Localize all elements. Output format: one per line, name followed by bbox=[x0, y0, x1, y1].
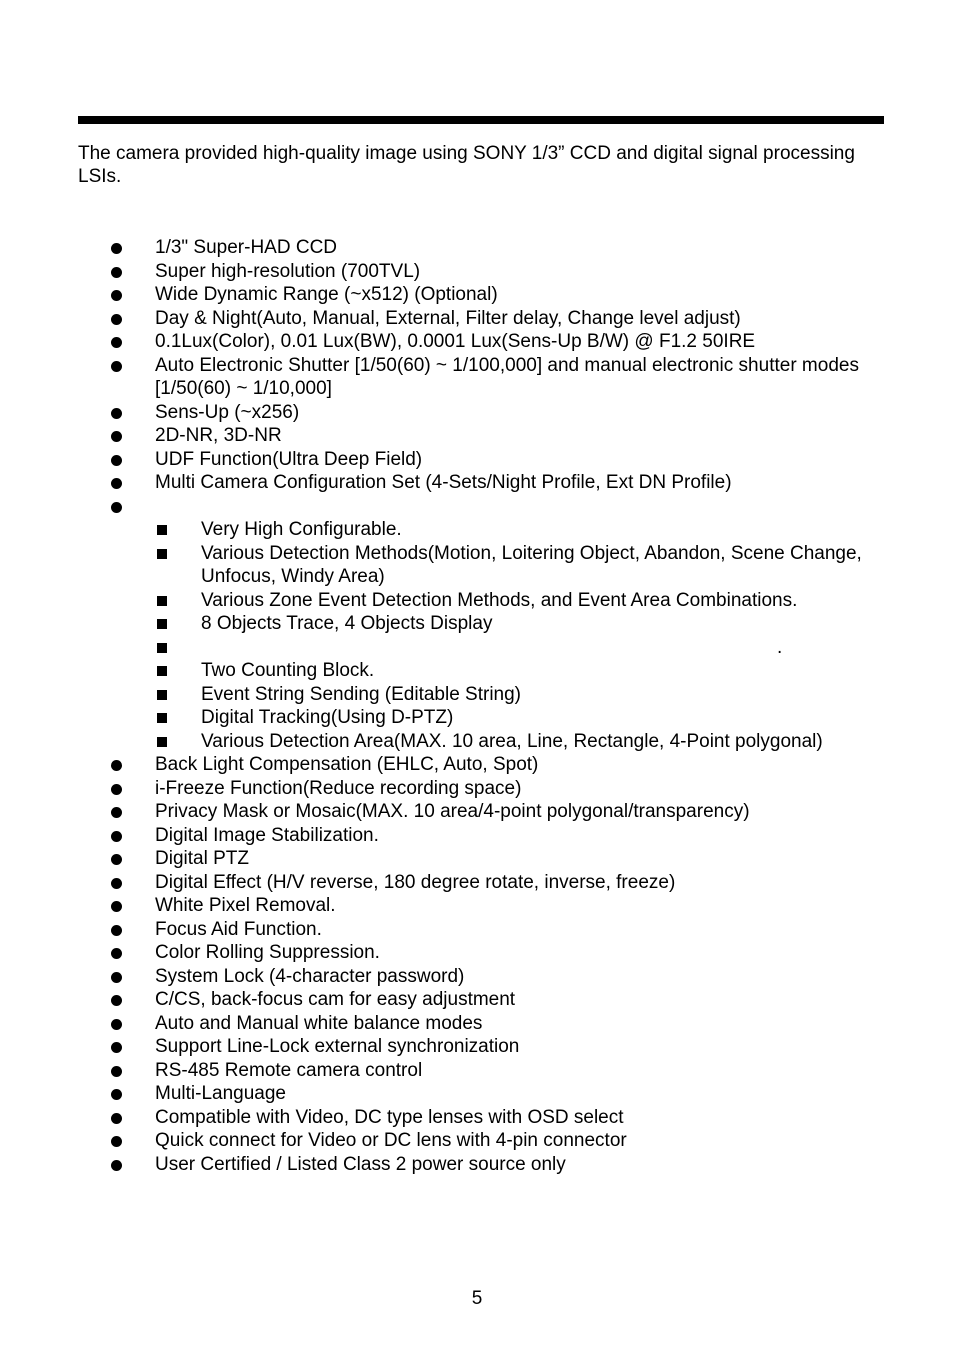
sub-feature-text: Two Counting Block. bbox=[201, 660, 375, 681]
feature-item bbox=[0, 753, 954, 777]
feature-item bbox=[0, 847, 954, 871]
square-bullet-icon bbox=[157, 737, 167, 747]
bullet-icon bbox=[111, 502, 122, 513]
square-bullet-icon bbox=[157, 596, 167, 606]
sub-feature-item bbox=[0, 636, 954, 660]
bullet-icon bbox=[111, 1113, 122, 1124]
header-rule bbox=[78, 116, 884, 124]
bullet-icon bbox=[111, 408, 122, 419]
feature-item bbox=[0, 894, 954, 918]
feature-text: Compatible with Video, DC type lenses with OSD select bbox=[155, 1106, 624, 1128]
sub-feature-text: Digital Tracking(Using D-PTZ) bbox=[201, 707, 454, 728]
feature-item bbox=[0, 1153, 954, 1177]
feature-item bbox=[0, 1129, 954, 1153]
sub-feature-text: Event String Sending (Editable String) bbox=[201, 683, 522, 705]
feature-text: Quick connect for Video or DC lens with 4-pin connector bbox=[155, 1130, 627, 1151]
bullet-icon bbox=[111, 784, 122, 795]
feature-text: 0.1Lux(Color), 0.01 Lux(BW), 0.0001 Lux(Sens-Up B/W) @ F1.2 50IRE bbox=[155, 331, 756, 352]
feature-item bbox=[0, 777, 954, 801]
bullet-icon bbox=[111, 854, 122, 865]
sub-feature-text: Very High Configurable. bbox=[201, 519, 402, 540]
sub-feature-item bbox=[0, 589, 954, 613]
bullet-icon bbox=[111, 1066, 122, 1077]
feature-text: Auto Electronic Shutter [1/50(60) ~ 1/100,000] and manual electronic shutter modes [1/50(60) ~ 1/10,000] bbox=[155, 354, 859, 399]
bullet-icon bbox=[111, 455, 122, 466]
feature-item bbox=[0, 1059, 954, 1083]
page-number: 5 bbox=[471, 1288, 483, 1309]
feature-item bbox=[0, 1035, 954, 1059]
sub-feature-text: 8 Objects Trace, 4 Objects Display bbox=[201, 613, 493, 634]
bullet-icon bbox=[111, 1042, 122, 1053]
feature-item bbox=[0, 448, 954, 472]
bullet-icon bbox=[111, 925, 122, 936]
feature-text: 1/3" Super-HAD CCD bbox=[155, 237, 338, 258]
square-bullet-icon bbox=[157, 525, 167, 535]
feature-text: System Lock (4-character password) bbox=[155, 965, 465, 987]
feature-item bbox=[0, 260, 954, 284]
bullet-icon bbox=[111, 243, 122, 254]
feature-text: Support Line-Lock external synchronization bbox=[155, 1036, 520, 1057]
bullet-icon bbox=[111, 807, 122, 818]
bullet-icon bbox=[111, 948, 122, 959]
feature-item bbox=[0, 988, 954, 1012]
sub-feature-text: Various Detection Area(MAX. 10 area, Line, Rectangle, 4-Point polygonal) bbox=[201, 730, 823, 752]
feature-text: Digital Image Stabilization. bbox=[155, 824, 379, 846]
square-bullet-icon bbox=[157, 619, 167, 629]
bullet-icon bbox=[111, 361, 122, 372]
intro-paragraph: The camera provided high-quality image using SONY 1/3” CCD and digital signal processing LSIs. bbox=[78, 143, 855, 187]
feature-text: Focus Aid Function. bbox=[155, 918, 322, 940]
bullet-icon bbox=[111, 478, 122, 489]
feature-text: Color Rolling Suppression. bbox=[155, 942, 380, 963]
feature-item bbox=[0, 495, 954, 519]
sub-feature-text: . bbox=[777, 636, 783, 658]
feature-item bbox=[0, 1012, 954, 1036]
feature-text: Multi Camera Configuration Set (4-Sets/Night Profile, Ext DN Profile) bbox=[155, 472, 732, 493]
bullet-icon bbox=[111, 337, 122, 348]
feature-item bbox=[0, 918, 954, 942]
feature-item bbox=[0, 1082, 954, 1106]
square-bullet-icon bbox=[157, 713, 167, 723]
bullet-icon bbox=[111, 901, 122, 912]
feature-item bbox=[0, 1106, 954, 1130]
bullet-icon bbox=[111, 431, 122, 442]
sub-feature-item bbox=[0, 706, 954, 730]
feature-item bbox=[0, 307, 954, 331]
bullet-icon bbox=[111, 760, 122, 771]
feature-list bbox=[0, 236, 954, 1176]
bullet-icon bbox=[111, 1136, 122, 1147]
feature-text: Digital PTZ bbox=[155, 848, 249, 869]
feature-text: C/CS, back-focus cam for easy adjustment bbox=[155, 989, 516, 1010]
feature-item bbox=[0, 871, 954, 895]
sub-feature-item bbox=[0, 612, 954, 636]
feature-item bbox=[0, 354, 954, 401]
bullet-icon bbox=[111, 972, 122, 983]
sub-feature-item bbox=[0, 683, 954, 707]
sub-feature-item bbox=[0, 518, 954, 542]
feature-item bbox=[0, 965, 954, 989]
feature-text: Auto and Manual white balance modes bbox=[155, 1012, 483, 1034]
bullet-icon bbox=[111, 1089, 122, 1100]
feature-item bbox=[0, 401, 954, 425]
feature-text: White Pixel Removal. bbox=[155, 895, 336, 916]
sub-feature-item bbox=[0, 542, 954, 589]
feature-item bbox=[0, 824, 954, 848]
feature-text: i-Freeze Function(Reduce recording space) bbox=[155, 777, 522, 799]
bullet-icon bbox=[111, 290, 122, 301]
square-bullet-icon bbox=[157, 666, 167, 676]
feature-item bbox=[0, 424, 954, 448]
feature-text: Sens-Up (~x256) bbox=[155, 401, 300, 423]
feature-text: Day & Night(Auto, Manual, External, Filter delay, Change level adjust) bbox=[155, 307, 741, 329]
feature-text: Back Light Compensation (EHLC, Auto, Spot) bbox=[155, 754, 539, 775]
feature-text: Super high-resolution (700TVL) bbox=[155, 260, 421, 282]
bullet-icon bbox=[111, 1019, 122, 1030]
square-bullet-icon bbox=[157, 690, 167, 700]
square-bullet-icon bbox=[157, 549, 167, 559]
feature-text: RS-485 Remote camera control bbox=[155, 1059, 423, 1081]
square-bullet-icon bbox=[157, 643, 167, 653]
feature-item bbox=[0, 941, 954, 965]
bullet-icon bbox=[111, 1160, 122, 1171]
feature-text: 2D-NR, 3D-NR bbox=[155, 425, 282, 446]
feature-item bbox=[0, 330, 954, 354]
sub-feature-item bbox=[0, 659, 954, 683]
feature-text: UDF Function(Ultra Deep Field) bbox=[155, 448, 423, 470]
feature-text: Wide Dynamic Range (~x512) (Optional) bbox=[155, 284, 498, 305]
bullet-icon bbox=[111, 995, 122, 1006]
feature-item bbox=[0, 236, 954, 260]
sub-feature-item bbox=[0, 730, 954, 754]
feature-item bbox=[0, 283, 954, 307]
bullet-icon bbox=[111, 878, 122, 889]
feature-text: Multi-Language bbox=[155, 1083, 286, 1104]
feature-text: Privacy Mask or Mosaic(MAX. 10 area/4-point polygonal/transparency) bbox=[155, 801, 750, 822]
bullet-icon bbox=[111, 831, 122, 842]
sub-feature-text: Various Detection Methods(Motion, Loitering Object, Abandon, Scene Change, Unfocus, Windy Area) bbox=[201, 542, 862, 587]
bullet-icon bbox=[111, 267, 122, 278]
feature-item bbox=[0, 800, 954, 824]
sub-feature-text: Various Zone Event Detection Methods, and Event Area Combinations. bbox=[201, 589, 798, 611]
feature-item bbox=[0, 471, 954, 495]
feature-text: User Certified / Listed Class 2 power source only bbox=[155, 1153, 566, 1175]
bullet-icon bbox=[111, 314, 122, 325]
feature-text: Digital Effect (H/V reverse, 180 degree rotate, inverse, freeze) bbox=[155, 871, 676, 893]
